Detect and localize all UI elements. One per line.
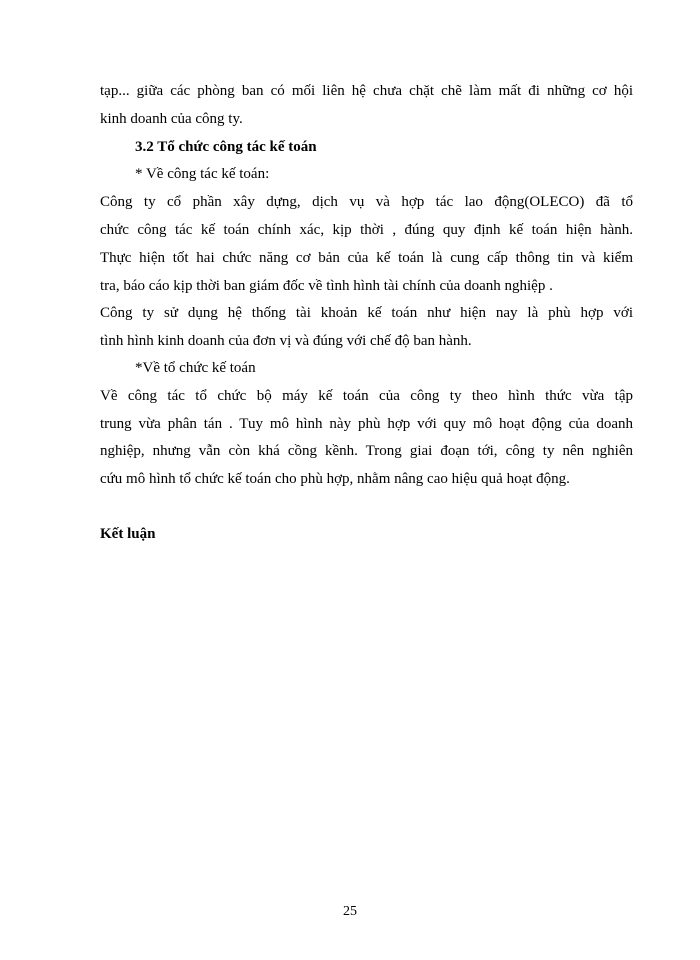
paragraph-3-line-4: cứu mô hình tổ chức kế toán cho phù hợp, nhằm nâng cao hiệu quả hoạt động. [100,471,570,487]
conclusion-heading: Kết luận [100,526,156,542]
page-number: 25 [343,904,357,919]
paragraph-2-line-1: Công ty sử dụng hệ thống tài khoản kế toán như hiện nay là phù hợp với [100,305,633,321]
paragraph-3-line-3: nghiệp, nhưng vẫn còn khá cồng kềnh. Trong giai đoạn tới, công ty nên nghiên [100,443,633,459]
paragraph-1-line-1: Công ty cổ phần xây dựng, dịch vụ và hợp tác lao động(OLECO) đã tổ [100,194,633,210]
intro-line-2: kinh doanh của công ty. [100,111,243,127]
paragraph-1-line-3: Thực hiện tốt hai chức năng cơ bản của kế toán là cung cấp thông tin và kiểm [100,250,633,266]
section-heading: 3.2 Tổ chức công tác kế toán [135,139,317,155]
subheading-accounting-work: * Về công tác kế toán: [135,166,270,182]
paragraph-3-line-2: trung vừa phân tán . Tuy mô hình này phù hợp với quy mô hoạt động của doanh [100,416,633,432]
paragraph-1-line-2: chức công tác kế toán chính xác, kịp thời , đúng quy định kế toán hiện hành. [100,222,633,238]
intro-line-1: tạp... giữa các phòng ban có mối liên hệ chưa chặt chẽ làm mất đi những cơ hội [100,83,633,99]
paragraph-3-line-1: Về công tác tổ chức bộ máy kế toán của công ty theo hình thức vừa tập [100,388,633,404]
paragraph-2-line-2: tình hình kinh doanh của đơn vị và đúng với chế độ ban hành. [100,333,472,349]
paragraph-1-line-4: tra, báo cáo kịp thời ban giám đốc về tình hình tài chính của doanh nghiệp . [100,278,553,294]
subheading-accounting-organization: *Về tổ chức kế toán [135,360,256,376]
